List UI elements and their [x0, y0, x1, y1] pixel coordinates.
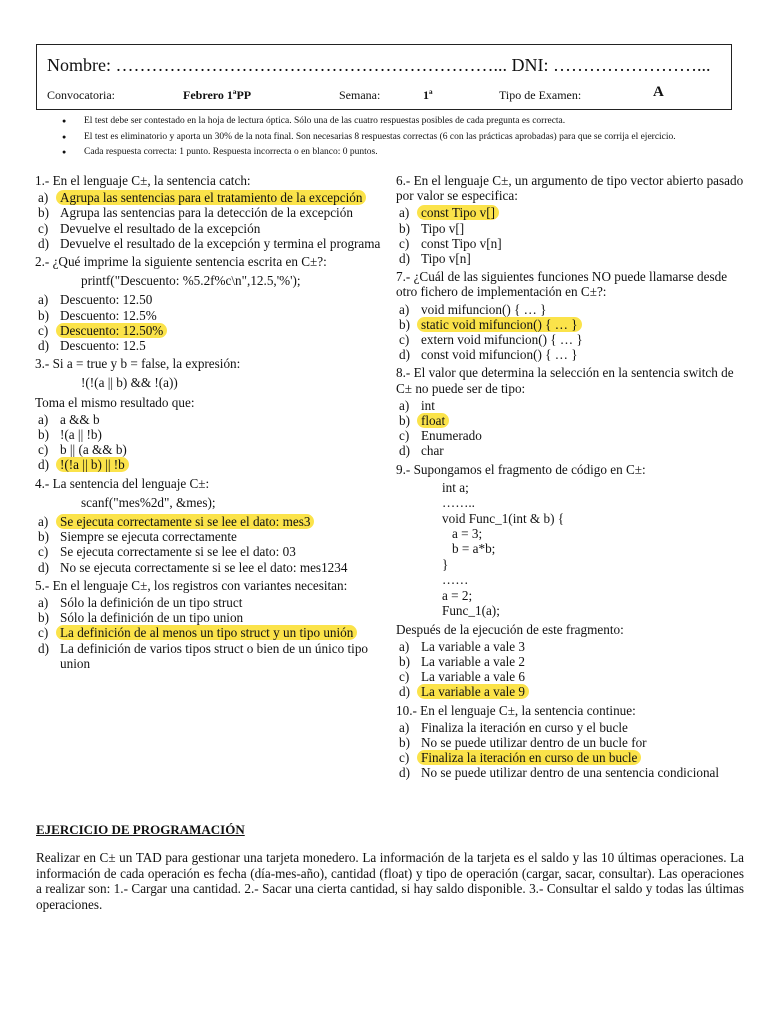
option-text: Descuento: 12.5%	[60, 307, 157, 323]
code-line: void Func_1(int & b) {	[442, 510, 565, 526]
option-list	[35, 190, 385, 251]
option-text: Siempre se ejecuta correctamente	[60, 529, 237, 545]
code-fragment	[396, 480, 746, 619]
option-letter: d)	[399, 684, 410, 700]
question-code: !(!(a || b) && !(a))	[81, 375, 178, 391]
question-8	[396, 365, 746, 458]
option-letter: d)	[38, 457, 49, 473]
option-letter: a)	[38, 190, 49, 206]
answer-option	[396, 332, 746, 347]
answer-option	[35, 625, 385, 640]
answer-option	[35, 205, 385, 220]
option-letter: c)	[399, 428, 410, 444]
instruction-item: ● Cada respuesta correcta: 1 punto. Respuesta incorrecta o en blanco: 0 puntos.	[62, 145, 676, 161]
instruction-item: ● El test es eliminatorio y aporta un 30% de la nota final. Son necesarias 8 respuestas correctas (6 con las prácticas aprobadas) para que se corrija el ejercicio.	[62, 130, 676, 146]
question-text: 3.- Si a = true y b = false, la expresión:	[35, 356, 241, 372]
code-line: Func_1(a);	[442, 603, 500, 619]
answer-option	[396, 669, 746, 684]
option-letter: c)	[38, 442, 49, 458]
option-text: La definición de varios tipos struct o bien de un único tipo union	[60, 640, 369, 671]
highlighted-answer-text: Agrupa las sentencias para el tratamiento de la excepción	[56, 190, 366, 205]
answer-option	[35, 641, 385, 671]
option-list	[35, 412, 385, 473]
option-letter: d)	[38, 338, 49, 354]
code-line: b = a*b;	[452, 541, 496, 557]
answer-option	[35, 514, 385, 529]
option-list	[35, 292, 385, 353]
question-4	[35, 476, 385, 575]
left-column	[35, 173, 385, 674]
answer-option	[35, 427, 385, 442]
question-1	[35, 173, 385, 251]
code-line: a = 3;	[452, 526, 483, 542]
semana-label: Semana:	[339, 88, 381, 102]
answer-option	[396, 765, 746, 780]
option-letter: c)	[38, 322, 49, 338]
option-text: La variable a vale 6	[421, 669, 525, 685]
option-list	[35, 595, 385, 671]
question-text: 9.- Supongamos el fragmento de código en C±:	[396, 461, 646, 477]
answer-option	[396, 347, 746, 362]
option-text: Tipo v[]	[421, 220, 465, 236]
option-letter: d)	[38, 235, 49, 251]
highlighted-answer-text: La variable a vale 9	[417, 684, 529, 699]
question-text-secondary: Toma el mismo resultado que:	[35, 394, 195, 410]
question-7	[396, 269, 746, 362]
answer-option	[396, 639, 746, 654]
tipo-examen-value: A	[653, 84, 664, 100]
option-letter: b)	[399, 316, 410, 332]
option-list	[396, 398, 746, 459]
highlighted-answer-text: !(!a || b) || !b	[56, 457, 129, 472]
answer-option	[396, 236, 746, 251]
right-column	[396, 173, 746, 784]
option-list	[35, 514, 385, 575]
question-6	[396, 173, 746, 266]
question-text: 5.- En el lenguaje C±, los registros con variantes necesitan:	[35, 577, 348, 593]
code-line: ……	[442, 572, 469, 588]
option-list	[396, 639, 746, 700]
name-dni-line: Nombre: ………………………………………………………... DNI: ……………………...	[47, 55, 711, 75]
question-text: 4.- La sentencia del lenguaje C±:	[35, 475, 210, 491]
question-10	[396, 703, 746, 781]
answer-option	[396, 251, 746, 266]
answer-option	[35, 221, 385, 236]
option-letter: b)	[38, 529, 49, 545]
option-text: const void mifuncion() { … }	[421, 347, 578, 363]
option-text: Enumerado	[421, 428, 482, 444]
highlighted-answer-text: La definición de al menos un tipo struct y un tipo unión	[56, 625, 357, 640]
answer-option	[35, 308, 385, 323]
option-text: La variable a vale 2	[421, 653, 525, 669]
option-letter: c)	[38, 544, 49, 560]
answer-option	[396, 735, 746, 750]
option-text: !(a || !b)	[60, 427, 102, 443]
option-letter: a)	[38, 411, 49, 427]
answer-option	[396, 205, 746, 220]
option-letter: a)	[38, 595, 49, 611]
option-text: Se ejecuta correctamente si se lee el dato: 03	[60, 544, 296, 560]
option-letter: b)	[399, 734, 410, 750]
convocatoria-value: Febrero 1ªPP	[183, 88, 252, 102]
answer-option	[396, 443, 746, 458]
option-text: extern void mifuncion() { … }	[421, 332, 583, 348]
option-letter: b)	[38, 205, 49, 221]
answer-option	[35, 292, 385, 307]
question-code: scanf("mes%2d", &mes);	[81, 494, 216, 510]
answer-option	[35, 323, 385, 338]
option-text: b || (a && b)	[60, 442, 127, 458]
answer-option	[396, 221, 746, 236]
answer-option	[396, 654, 746, 669]
option-list	[396, 720, 746, 781]
option-letter: d)	[399, 251, 410, 267]
question-text: 2.- ¿Qué imprime la siguiente sentencia escrita en C±?:	[35, 254, 327, 270]
answer-option	[396, 398, 746, 413]
option-letter: a)	[38, 514, 49, 530]
option-text: Finaliza la iteración en curso y el bucle	[421, 719, 628, 735]
question-3	[35, 356, 385, 472]
code-line: a = 2;	[442, 587, 473, 603]
answer-option	[35, 412, 385, 427]
answer-option	[35, 610, 385, 625]
tipo-examen-label: Tipo de Examen:	[499, 88, 582, 102]
question-5	[35, 578, 385, 671]
question-text: 7.- ¿Cuál de las siguientes funciones NO puede llamarse desde otro fichero de implementación en C±?:	[396, 269, 728, 300]
code-line: int a;	[442, 479, 469, 495]
option-letter: b)	[38, 307, 49, 323]
option-text: Descuento: 12.50	[60, 292, 153, 308]
option-letter: c)	[38, 220, 49, 236]
option-letter: b)	[399, 653, 410, 669]
answer-option	[35, 595, 385, 610]
option-text: Tipo v[n]	[421, 251, 471, 267]
option-text: Descuento: 12.5	[60, 338, 146, 354]
option-letter: a)	[399, 719, 410, 735]
highlighted-answer-text: float	[417, 413, 449, 428]
option-letter: b)	[399, 220, 410, 236]
option-letter: a)	[399, 638, 410, 654]
answer-option	[396, 750, 746, 765]
code-line: }	[442, 556, 449, 572]
exercise-body: Realizar en C± un TAD para gestionar una tarjeta monedero. La información de la tarjeta es el saldo y las 10 últimas operaciones. La información de cada operación es fecha (día-mes-año), cantidad (float) y tipo de operación (cargar, sacar, consultar). Las operaciones a realizar son: 1.- Cargar una cantidad. 2.- Sacar una cierta cantidad, si hay saldo disponible. 3.- Consultar el saldo y todas las últimas operaciones.	[36, 850, 744, 912]
answer-option	[35, 544, 385, 559]
option-letter: b)	[38, 427, 49, 443]
answer-option	[35, 190, 385, 205]
option-text: La variable a vale 3	[421, 638, 525, 654]
highlighted-answer-text: const Tipo v[]	[417, 205, 499, 220]
option-text: a && b	[60, 411, 100, 427]
question-code: printf("Descuento: %5.2f%c\n",12.5,'%');	[81, 273, 301, 289]
student-info-box	[36, 44, 732, 110]
option-letter: c)	[399, 332, 410, 348]
option-text: No se ejecuta correctamente si se lee el dato: mes1234	[60, 559, 348, 575]
answer-option	[35, 560, 385, 575]
option-text: Agrupa las sentencias para la detección de la excepción	[60, 205, 353, 221]
option-letter: c)	[399, 235, 410, 251]
question-text-secondary: Después de la ejecución de este fragmento:	[396, 621, 624, 637]
option-text: const Tipo v[n]	[421, 235, 502, 251]
option-text: No se puede utilizar dentro de un bucle for	[421, 734, 647, 750]
option-text: char	[421, 443, 444, 459]
question-text: 1.- En el lenguaje C±, la sentencia catch:	[35, 173, 251, 188]
answer-option	[35, 529, 385, 544]
option-text: void mifuncion() { … }	[421, 301, 547, 317]
answer-option	[35, 338, 385, 353]
option-text: Devuelve el resultado de la excepción y termina el programa	[60, 235, 381, 251]
option-letter: c)	[399, 750, 410, 766]
option-text: Sólo la definición de un tipo struct	[60, 595, 243, 611]
option-letter: d)	[399, 443, 410, 459]
exercise-title: EJERCICIO DE PROGRAMACIÓN	[36, 822, 245, 837]
option-list	[396, 302, 746, 363]
option-letter: b)	[399, 413, 410, 429]
question-text: 6.- En el lenguaje C±, un argumento de tipo vector abierto pasado por valor se especifica:	[396, 173, 744, 204]
option-text: Sólo la definición de un tipo union	[60, 610, 244, 626]
highlighted-answer-text: static void mifuncion() { … }	[417, 317, 582, 332]
answer-option	[35, 236, 385, 251]
option-letter: d)	[399, 765, 410, 781]
option-letter: d)	[38, 640, 49, 656]
answer-option	[396, 684, 746, 699]
question-text: 8.- El valor que determina la selección en la sentencia switch de C± no puede ser de tipo:	[396, 365, 734, 396]
highlighted-answer-text: Se ejecuta correctamente si se lee el dato: mes3	[56, 514, 314, 529]
highlighted-answer-text: Descuento: 12.50%	[56, 323, 167, 338]
option-letter: c)	[399, 669, 410, 685]
highlighted-answer-text: Finaliza la iteración en curso de un bucle	[417, 750, 641, 765]
answer-option	[35, 442, 385, 457]
option-text: Devuelve el resultado de la excepción	[60, 220, 261, 236]
answer-option	[396, 428, 746, 443]
question-2	[35, 254, 385, 353]
semana-value: 1ª	[423, 88, 433, 102]
code-line: ……..	[442, 495, 475, 511]
instruction-item: ● El test debe ser contestado en la hoja de lectura óptica. Sólo una de las cuatro respuestas posibles de cada pregunta es correcta.	[62, 114, 676, 130]
answer-option	[396, 302, 746, 317]
question-text: 10.- En el lenguaje C±, la sentencia continue:	[396, 702, 636, 718]
option-letter: c)	[38, 625, 49, 641]
answer-option	[396, 413, 746, 428]
option-letter: d)	[38, 559, 49, 575]
option-letter: a)	[38, 292, 49, 308]
option-letter: a)	[399, 397, 410, 413]
instructions-list	[62, 114, 676, 161]
option-letter: d)	[399, 347, 410, 363]
option-list	[396, 205, 746, 266]
option-letter: a)	[399, 205, 410, 221]
option-letter: b)	[38, 610, 49, 626]
convocatoria-label: Convocatoria:	[47, 88, 115, 102]
answer-option	[35, 457, 385, 472]
option-letter: a)	[399, 301, 410, 317]
question-9	[396, 462, 746, 700]
option-text: int	[421, 397, 435, 413]
option-text: No se puede utilizar dentro de una sentencia condicional	[421, 765, 720, 781]
answer-option	[396, 720, 746, 735]
answer-option	[396, 317, 746, 332]
